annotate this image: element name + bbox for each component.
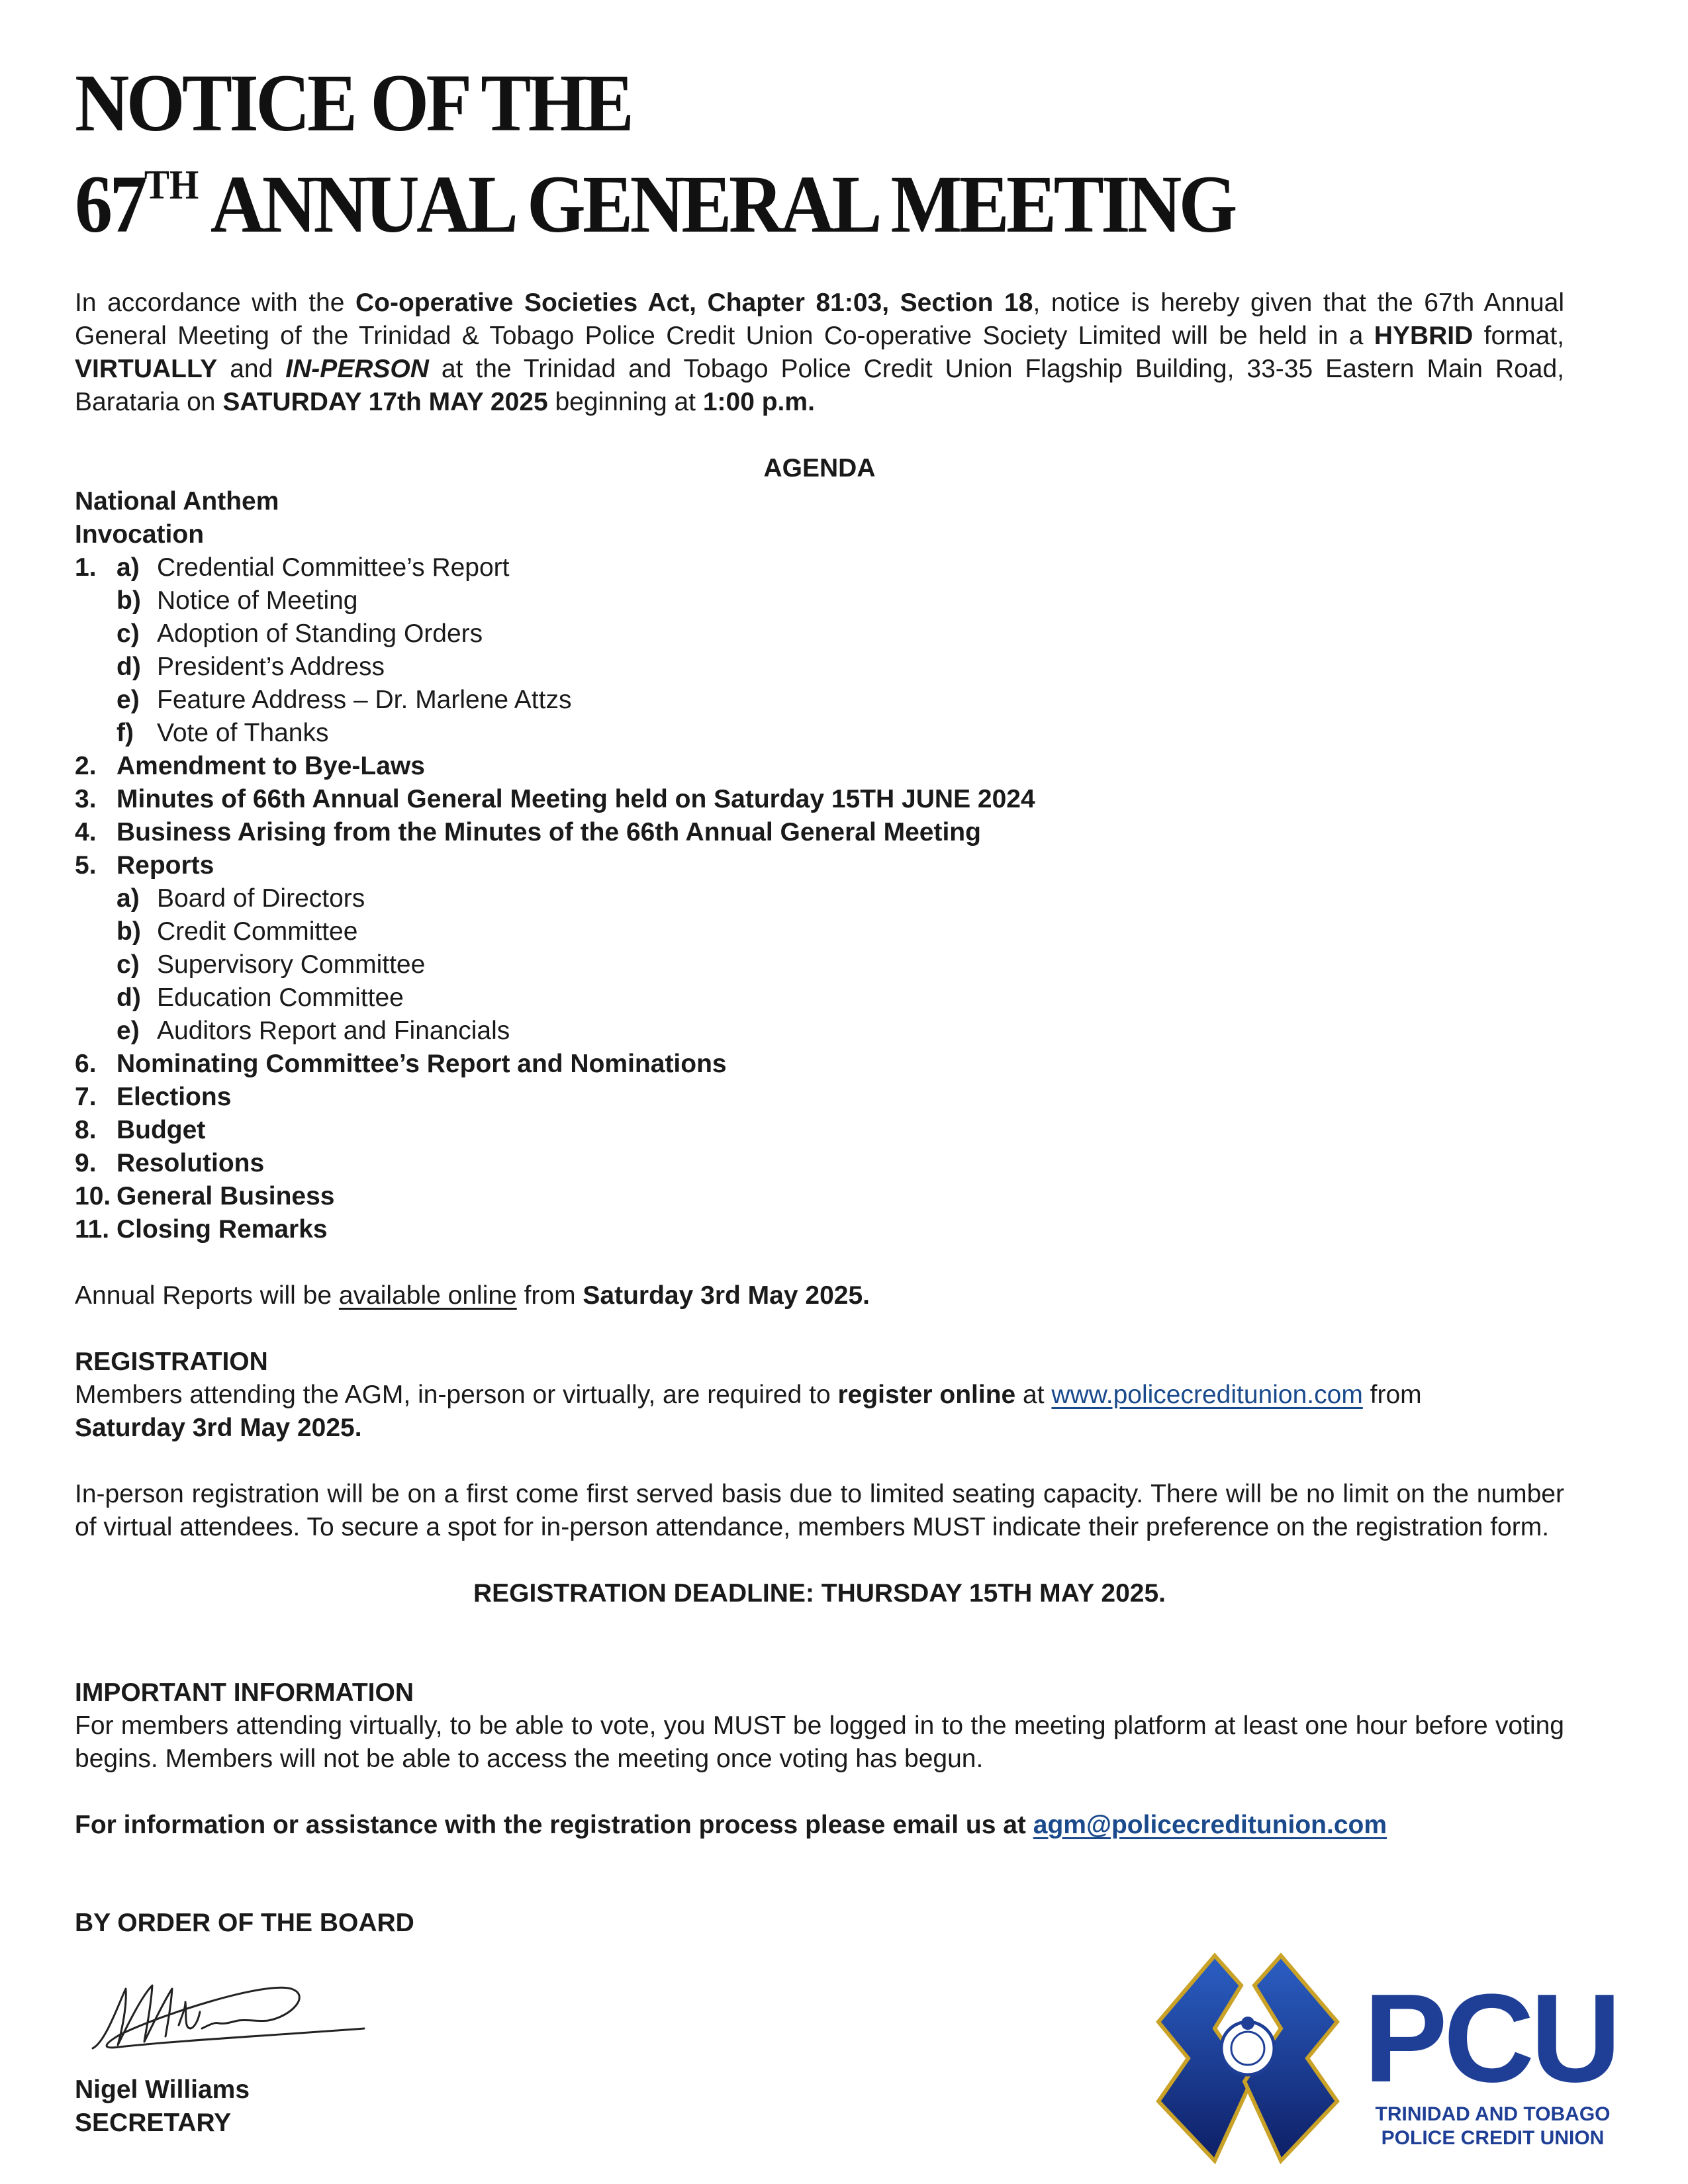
- agenda-sub-item: [75, 981, 1564, 1015]
- agenda-sub-letter: a): [117, 884, 140, 913]
- agenda-item-label: Resolutions: [117, 1149, 265, 1177]
- important-heading: IMPORTANT INFORMATION: [75, 1678, 414, 1707]
- agenda-indent: [75, 948, 117, 981]
- agenda-item-label: Budget: [117, 1116, 206, 1144]
- agenda-sub-item: [75, 948, 1564, 981]
- agenda-item: [75, 1213, 1564, 1246]
- agenda-item-number: 2.: [75, 752, 97, 780]
- agenda-item: [75, 684, 1564, 717]
- agenda-item-number: [75, 684, 117, 717]
- agenda-item-number: 5.: [75, 851, 97, 880]
- agenda-heading: AGENDA: [763, 454, 876, 482]
- notice-page: [75, 0, 1564, 1940]
- pcu-logo-subtitle-1: TRINIDAD AND TOBAGO: [1375, 2103, 1611, 2125]
- agenda-item-number: [75, 584, 117, 617]
- agenda-item-label: Business Arising from the Minutes of the 66th Annual General Meeting: [117, 818, 981, 846]
- important-text: For members attending virtually, to be able to vote, you MUST be logged in to the meeting platform at least one hour before voting begins. Members will not be able to access the meeting once voting has begun.: [75, 1711, 1564, 1773]
- agenda-item-number: 6.: [75, 1050, 97, 1078]
- agenda-sub-letter: d): [117, 983, 141, 1012]
- agenda-sub-item: [75, 882, 1564, 915]
- agenda-item-number: 8.: [75, 1116, 97, 1144]
- agenda-sub-text: Auditors Report and Financials: [157, 1017, 510, 1045]
- agenda-sub-text: President’s Address: [157, 653, 385, 681]
- agenda-item: [75, 584, 1564, 617]
- agenda-item-number: [75, 651, 117, 684]
- agenda-item: [75, 1114, 1564, 1147]
- agenda-item-label: General Business: [117, 1182, 335, 1210]
- agenda-indent: [75, 981, 117, 1015]
- agenda-item-number: 11.: [75, 1215, 110, 1244]
- agenda-item-label: Reports: [117, 851, 214, 880]
- agenda-sub-text: Credential Committee’s Report: [157, 553, 510, 582]
- agenda-item-label: Nominating Committee’s Report and Nominations: [117, 1050, 727, 1078]
- agenda-sub-letter: a): [117, 553, 140, 582]
- agenda-item: [75, 651, 1564, 684]
- agenda-sub-letter: f): [117, 719, 134, 747]
- agenda-preamble: Invocation: [75, 520, 205, 549]
- agenda-sub-letter: e): [117, 686, 140, 714]
- agenda-indent: [75, 915, 117, 948]
- agenda-item-number: 10.: [75, 1182, 111, 1210]
- agenda-item-number: [75, 617, 117, 651]
- board-order: BY ORDER OF THE BOARD: [75, 1909, 414, 1937]
- agenda-sub-item: [75, 1015, 1564, 1048]
- agenda-sub-letter: e): [117, 1017, 140, 1045]
- agenda-indent: [75, 882, 117, 915]
- agenda-sub-letter: b): [117, 586, 141, 615]
- agenda-item: [75, 1147, 1564, 1180]
- agenda-sub-letter: c): [117, 619, 140, 648]
- available-online-link[interactable]: available online: [338, 1281, 517, 1310]
- agenda-item-number: [75, 717, 117, 750]
- agenda-item: [75, 1048, 1564, 1081]
- agenda-sub-text: Supervisory Committee: [157, 950, 426, 979]
- agenda-item-number: 4.: [75, 818, 97, 846]
- agenda-item-label: Amendment to Bye-Laws: [117, 752, 425, 780]
- agenda-item-number: 1.: [75, 553, 97, 582]
- agenda-item: [75, 1081, 1564, 1114]
- pcu-logo-text: PCU: [1364, 1968, 1618, 2109]
- agenda-item: [75, 717, 1564, 750]
- agenda-item-label: Closing Remarks: [117, 1215, 328, 1244]
- agenda-sub-item: [75, 915, 1564, 948]
- signature: [79, 1962, 371, 2068]
- registration-deadline: REGISTRATION DEADLINE: THURSDAY 15TH MAY 2025.: [473, 1579, 1166, 1608]
- agenda-sub-text: Adoption of Standing Orders: [157, 619, 483, 648]
- agenda-sub-letter: b): [117, 917, 141, 946]
- signer-block: [75, 2073, 250, 2140]
- agenda-item-label: Elections: [117, 1083, 232, 1111]
- agenda-item: [75, 816, 1564, 849]
- agenda-preamble: National Anthem: [75, 487, 279, 516]
- agenda-sub-letter: d): [117, 653, 141, 681]
- agenda-item: [75, 617, 1564, 651]
- pcu-logo-subtitle-2: POLICE CREDIT UNION: [1381, 2127, 1605, 2149]
- agenda-sub-text: Notice of Meeting: [157, 586, 358, 615]
- registration-policy: In-person registration will be on a first come first served basis due to limited seating capacity. There will be no limit on the number of virtual attendees. To secure a spot for in-person attendance, members MUST indicate their preference on the registration form.: [75, 1480, 1564, 1541]
- agenda-sub-text: Feature Address – Dr. Marlene Attzs: [157, 686, 572, 714]
- intro-paragraph: In accordance with the Co-operative Societies Act, Chapter 81:03, Section 18, notice is hereby given that the 67th Annual General Meeting of the Trinidad & Tobago Police Credit Union Co-operative Society Limited will be held in a HYBRID format, VIRTUALLY and IN-PERSON at the Trinidad and Tobago Police Credit Union Flagship Building, 33-35 Eastern Main Road, Barataria on SATURDAY 17th MAY 2025 beginning at 1:00 p.m.: [75, 289, 1565, 416]
- agenda-sub-text: Credit Committee: [157, 917, 358, 946]
- assistance-text: For information or assistance with the registration process please email us at agm@policecreditunion.com: [75, 1811, 1387, 1839]
- registration-text: Members attending the AGM, in-person or virtually, are required to register online at www.policecreditunion.com from Saturday 3rd May 2025.: [75, 1381, 1422, 1442]
- agenda-item: [75, 551, 1564, 584]
- agenda-sub-letter: c): [117, 950, 140, 979]
- agenda-indent: [75, 1015, 117, 1048]
- agenda-item: [75, 783, 1564, 816]
- signer-role: SECRETARY: [75, 2109, 232, 2137]
- agenda-item-number: 7.: [75, 1083, 97, 1111]
- agenda-sub-text: Education Committee: [157, 983, 404, 1012]
- agenda-item-number: 9.: [75, 1149, 97, 1177]
- agenda-sub-text: Vote of Thanks: [157, 719, 329, 747]
- page-title: NOTICE OF THE 67TH ANNUAL GENERAL MEETING: [75, 58, 1235, 250]
- agenda-item-label: Minutes of 66th Annual General Meeting held on Saturday 15TH JUNE 2024: [117, 785, 1035, 813]
- signer-name: Nigel Williams: [75, 2075, 250, 2104]
- agenda-item: [75, 849, 1564, 882]
- agenda-item: [75, 1180, 1564, 1213]
- agenda-sub-text: Board of Directors: [157, 884, 365, 913]
- annual-reports-note: Annual Reports will be available online from Saturday 3rd May 2025.: [75, 1281, 870, 1310]
- email-link[interactable]: agm@policecreditunion.com: [1033, 1811, 1387, 1839]
- website-link[interactable]: www.policecreditunion.com: [1051, 1381, 1363, 1409]
- registration-heading: REGISTRATION: [75, 1347, 268, 1376]
- agenda-item-number: 3.: [75, 785, 97, 813]
- agenda-item: [75, 750, 1564, 783]
- agenda-list: [75, 485, 1564, 1246]
